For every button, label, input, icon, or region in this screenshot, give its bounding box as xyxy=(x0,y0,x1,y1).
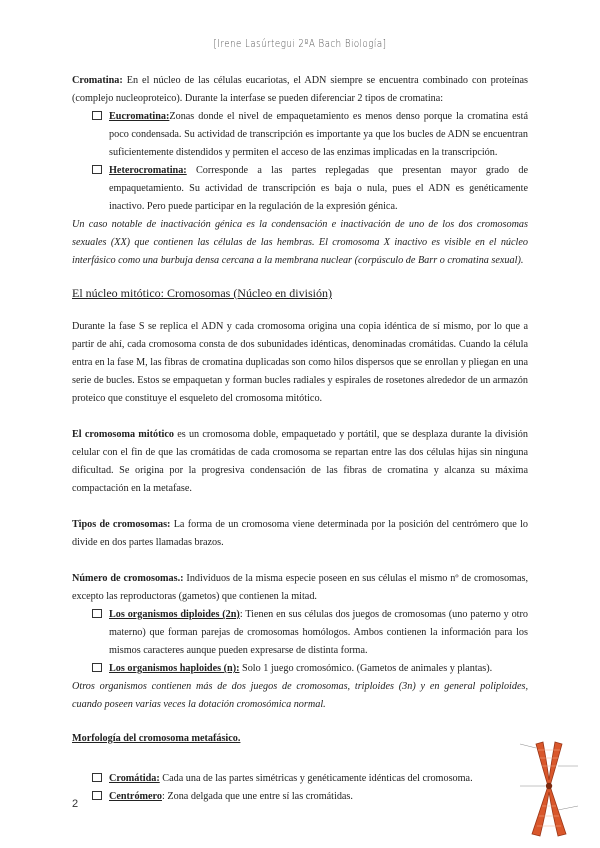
page-number: 2 xyxy=(72,798,79,810)
checkbox-icon[interactable] xyxy=(92,773,102,782)
heterocromatina-term: Heterocromatina: xyxy=(109,165,187,176)
list-item-centromero xyxy=(92,788,528,806)
list-item-heterocromatina xyxy=(92,162,528,216)
cromatida-term: Cromátida: xyxy=(109,773,160,784)
chromosome-icon xyxy=(532,742,566,836)
mitotico-paragraph xyxy=(72,426,528,498)
mitotico-term: El cromosoma mitótico xyxy=(72,429,174,440)
chromosome-illustration xyxy=(518,736,580,840)
mitotico-text: es un cromosoma doble, empaquetado y portátil, que se desplaza durante la división celular con el fin de que las cromátidas de cada cromosoma se repartan entre las dos células hijas sin ninguna dificultad. Se origina por la progresiva condensación de las fibras de cromatina y alcanza su máxima compactación en la metafase. xyxy=(72,429,528,494)
centromero-text: : Zona delgada que une entre sí las cromátidas. xyxy=(162,791,353,802)
cromatina-paragraph xyxy=(72,72,528,108)
haploides-text: Solo 1 juego cromosómico. (Gametos de animales y plantas). xyxy=(239,663,493,674)
numero-term: Número de cromosomas.: xyxy=(72,573,184,584)
checkbox-icon[interactable] xyxy=(92,111,102,120)
section-title: El núcleo mitótico: Cromosomas (Núcleo en división) xyxy=(72,286,332,300)
checkbox-icon[interactable] xyxy=(92,165,102,174)
tipos-paragraph xyxy=(72,516,528,552)
poliploides-note: Otros organismos contienen más de dos juegos de cromosomas, triploides (3n) y en general poliploides, cuando poseen varias veces la dotación cromosómica normal. xyxy=(72,681,528,710)
numero-paragraph xyxy=(72,570,528,606)
diploides-text: : Tienen en sus células dos juegos de cromosomas (uno paterno y otro materno) que forman parejas de cromosomas homólogos. Ambos contienen la información para los mismos caracteres aunque pueden expresarse de distinta forma. xyxy=(109,609,528,656)
diploides-term: Los organismos diploides (2n) xyxy=(109,609,240,620)
checkbox-icon[interactable] xyxy=(92,791,102,800)
list-item-diploides xyxy=(92,606,528,660)
eucromatina-term: Eucromatina: xyxy=(109,111,170,122)
list-item-haploides xyxy=(92,660,528,678)
morfologia-title: Morfología del cromosoma metafásico. xyxy=(72,733,241,744)
cromatida-text: Cada una de las partes simétricas y genéticamente idénticas del cromosoma. xyxy=(159,773,473,784)
haploides-term: Los organismos haploides (n): xyxy=(109,663,240,674)
page-content xyxy=(72,72,528,806)
tipos-text: La forma de un cromosoma viene determinada por la posición del centrómero que lo divide en dos partes llamadas brazos. xyxy=(72,519,528,548)
checkbox-icon[interactable] xyxy=(92,609,102,618)
centromero-term: Centrómero xyxy=(109,791,162,802)
fase-s-paragraph: Durante la fase S se replica el ADN y cada cromosoma origina una copia idéntica de sí mismo, por lo que a partir de ahí, cada cromosoma consta de dos subunidades idénticas, denominadas cromátidas. Cuando la célula entra en la fase M, las fibras de cromatina duplicadas son como hilos dispersos que se enrollan y pliegan en una serie de bucles. Estos se empaquetan y forman bucles radiales y espirales de rosetones alrededor de un armazón proteico que constituye el esqueleto del cromosoma mitótico. xyxy=(72,321,528,404)
checkbox-icon[interactable] xyxy=(92,663,102,672)
barr-note: Un caso notable de inactivación génica es la condensación e inactivación de uno de los dos cromosomas sexuales (XX) que contienen las células de las hembras. El cromosoma X inactivo es visible en el núcleo interfásico como una burbuja densa cercana a la membrana nuclear (corpúsculo de Barr o cromatina sexual). xyxy=(72,219,528,266)
list-item-eucromatina xyxy=(92,108,528,162)
cromatina-text: En el núcleo de las células eucariotas, el ADN siempre se encuentra combinado con proteínas (complejo nucleoproteico). Durante la interfase se pueden diferenciar 2 tipos de cromatina: xyxy=(72,75,528,104)
numero-text: Individuos de la misma especie poseen en sus células el mismo nº de cromosomas, excepto las reproductoras (gametos) que contienen la mitad. xyxy=(72,573,528,602)
heterocromatina-text: Corresponde a las partes replegadas que presentan mayor grado de empaquetamiento. Su actividad de transcripción es baja o nula, pues el ADN es genéticamente inactivo. Pero puede participar en la regulación de la expresión génica. xyxy=(109,165,528,212)
list-item-cromatida xyxy=(92,770,528,788)
tipos-term: Tipos de cromosomas: xyxy=(72,519,171,530)
page-header: [Irene Lasúrtegui 2ºA Bach Biología] xyxy=(213,38,387,50)
cromatina-term: Cromatina: xyxy=(72,75,123,86)
eucromatina-text: Zonas donde el nivel de empaquetamiento es menos denso porque la cromatina está poco condensada. Su actividad de transcripción es importante ya que los bucles de ADN se encuentran suficientemente distendidos y permiten el acceso de las enzimas implicadas en la transcripción. xyxy=(109,111,528,158)
